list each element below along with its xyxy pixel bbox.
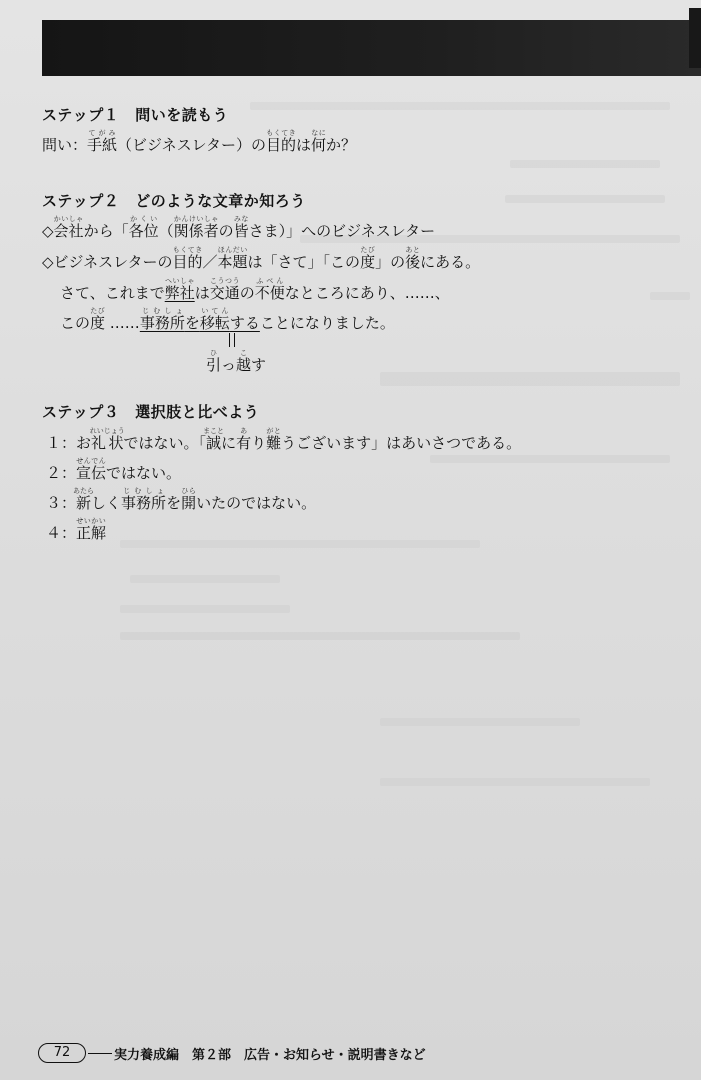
option-2 [46, 457, 181, 483]
ruby-word: 本題ほんだい [217, 246, 248, 271]
text: は [296, 136, 312, 154]
step1-question [42, 129, 356, 155]
page-footer [38, 1042, 426, 1064]
text: の [239, 284, 255, 302]
text: ◇ビジネスレターの [42, 253, 173, 271]
ruby-word: 新あたら [73, 487, 95, 512]
text: しく [91, 494, 122, 512]
option-3 [46, 487, 316, 513]
text: に [221, 434, 237, 452]
text: を [166, 494, 182, 512]
header-bar [42, 20, 701, 76]
example-line1 [60, 277, 450, 303]
text: 」の [375, 253, 406, 271]
ruby-word: 正解せいかい [76, 517, 107, 542]
ruby-word: 目的もくてき [265, 129, 296, 154]
text: は「さて」「この [247, 253, 361, 271]
text: さま）」へのビジネスレター [248, 222, 436, 240]
footer-rule [88, 1053, 112, 1054]
step2-line1 [42, 215, 435, 241]
ruby-word: 会社かいしゃ [53, 215, 84, 240]
ruby-word: 関係者かんけいしゃ [173, 215, 219, 240]
equals-marker [229, 333, 235, 347]
text: さて、これまで [60, 284, 165, 302]
text: ３： [46, 494, 77, 512]
ruby-word: 目的もくてき [172, 246, 203, 271]
text: から「 [83, 222, 129, 240]
step2-heading [42, 190, 306, 211]
ruby-word: 度たび [90, 307, 106, 332]
ruby-word: 宣伝せんでん [76, 457, 107, 482]
ruby-word: 難がと [266, 427, 282, 452]
underlined-phrase: 事務所じむしょを移転いてんする [139, 307, 260, 332]
ruby-word: 不便ふべん [254, 277, 285, 302]
step1-number: ステップ１ [42, 106, 120, 124]
step3-number: ステップ３ [42, 403, 120, 421]
step2-line2 [42, 246, 480, 272]
text: にある。 [420, 253, 481, 271]
text: の [218, 222, 234, 240]
text: か？ [326, 136, 357, 154]
ruby-word: 事務所じむしょ [121, 487, 167, 512]
ruby-word: 何なに [311, 129, 327, 154]
ruby-word: 誠まこと [203, 427, 225, 452]
ruby-word: 皆みな [233, 215, 249, 240]
text: ／ [202, 253, 218, 271]
step3-heading [42, 401, 259, 422]
question-prefix: 問い： [42, 136, 88, 154]
text: ではない。 [106, 464, 182, 482]
text: ２： [46, 464, 77, 482]
text: ではない。「 [123, 434, 207, 452]
edge-mark [689, 8, 701, 68]
step1-heading [42, 104, 228, 125]
diamond-bullet: ◇ [42, 222, 54, 240]
ruby-word: 礼状れいじょう [89, 427, 125, 452]
ruby-word: 各位かくい [128, 215, 159, 240]
text: この [60, 314, 91, 332]
text: いたのではない。 [196, 494, 317, 512]
ruby-word: 度たび [360, 246, 376, 271]
text: …… [105, 314, 140, 332]
text: （ビジネスレター）の [117, 136, 266, 154]
step1-title: 問いを読もう [135, 106, 229, 124]
footer-text: 実力養成編 第２部 広告・お知らせ・説明書きなど [114, 1047, 426, 1063]
text: ことになりました。 [259, 314, 395, 332]
text: うございます」はあいさつである。 [281, 434, 522, 452]
step2-number: ステップ２ [42, 192, 120, 210]
gloss-word: 引ひっ越こす [206, 349, 267, 374]
ruby-word: 有あ [236, 427, 252, 452]
text: は [194, 284, 210, 302]
page-number: 72 [38, 1043, 86, 1063]
ruby-word: 後あと [405, 246, 421, 271]
underlined-word: 弊社へいしゃ [164, 277, 195, 302]
step3-title: 選択肢と比べよう [135, 403, 260, 421]
text: ４： [46, 524, 77, 542]
example-line2 [60, 307, 395, 333]
step2-title: どのような文章か知ろう [135, 192, 306, 210]
text: り [251, 434, 267, 452]
text: なところにあり、……、 [284, 284, 450, 302]
ruby-word: 開ひら [181, 487, 197, 512]
text: （ [158, 222, 174, 240]
option-4 [46, 517, 106, 543]
ruby-word: 交通こうつう [209, 277, 240, 302]
ruby-word: 手紙てがみ [87, 129, 118, 154]
option-1 [46, 427, 521, 453]
text: １：お [46, 434, 92, 452]
